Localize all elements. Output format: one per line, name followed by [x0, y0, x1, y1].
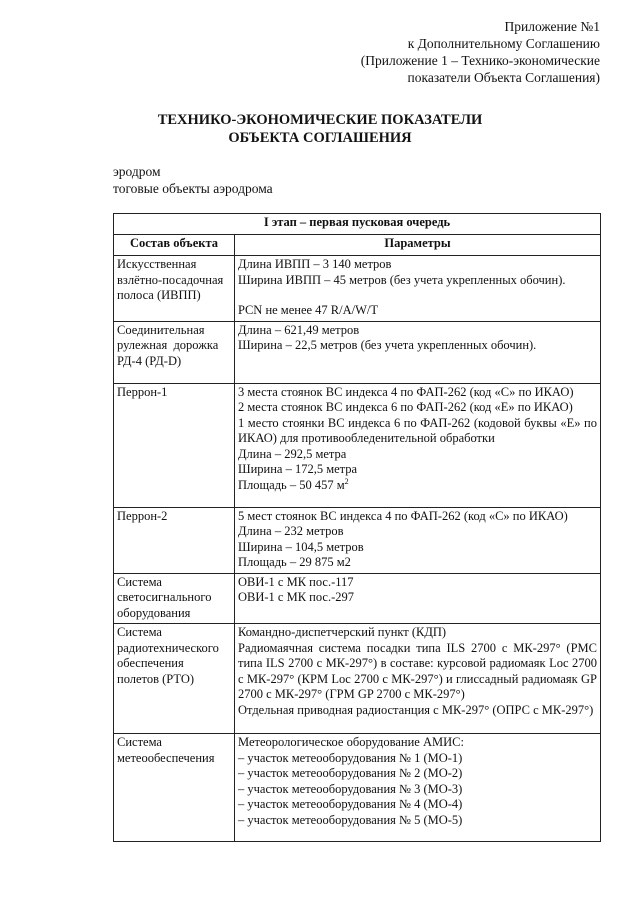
area-value: Площадь – 50 457 м: [238, 477, 345, 492]
params-cell: [235, 734, 601, 842]
area-unit-superscript: 2: [344, 476, 349, 486]
param-line: – участок метеооборудования № 3 (МО-3): [238, 781, 463, 796]
param-line: Площадь – 29 875 м2: [238, 555, 351, 569]
object-cell: [114, 507, 235, 573]
param-line: [238, 478, 597, 494]
param-line: Длина ИВПП – 3 140 метров: [238, 257, 392, 271]
object-line: метеообеспечения: [117, 750, 215, 765]
param-line: Ширина – 104,5 метров: [238, 539, 364, 554]
object-cell: [114, 256, 235, 322]
table-row: [114, 383, 601, 507]
appendix-line: (Приложение 1 – Технико-экономические: [360, 53, 600, 68]
param-line: Ширина ИВПП – 45 метров (без учета укрепленных обочин).: [238, 272, 566, 287]
object-cell: [114, 321, 235, 383]
table-row: [114, 256, 601, 322]
param-line: ОВИ-1 с МК пос.-297: [238, 590, 355, 604]
object-line: полетов (РТО): [117, 671, 195, 686]
column-header-params: Параметры: [235, 235, 601, 256]
param-line: 5 мест стоянок ВС индекса 4 по ФАП-262 (код «С» по ИКАО): [238, 508, 568, 523]
param-line: Радиомаячная система посадки типа ILS 2700 с МК-297° (РМС типа ILS 2700 с МК-297°) в составе: курсовой радиомаяк Loc 2700 с МК-297° (КРМ Loc 2700 с МК-297°) и глиссадный радиомаяк GP 2700 с МК-297° (ГРМ GP 2700 с МК-297°): [238, 640, 597, 701]
params-cell: [235, 321, 601, 383]
params-cell: [235, 383, 601, 507]
param-line: 3 места стоянок ВС индекса 4 по ФАП-262 (код «С» по ИКАО): [238, 384, 574, 399]
param-line: Ширина – 22,5 метров (без учета укрепленных обочин).: [238, 338, 537, 352]
param-line: Длина – 292,5 метра: [238, 446, 347, 461]
column-header-object: Состав объекта: [114, 235, 235, 256]
object-cell: [114, 734, 235, 842]
table-row: [114, 624, 601, 734]
table-row: [114, 321, 601, 383]
appendix-header: [361, 18, 600, 86]
param-line: PCN не менее 47 R/A/W/T: [238, 303, 379, 317]
stage-header: I этап – первая пусковая очередь: [114, 214, 601, 235]
params-cell: [235, 256, 601, 322]
object-cell: [114, 573, 235, 624]
parameters-table: [113, 213, 601, 842]
appendix-line: к Дополнительному Соглашению: [407, 36, 600, 51]
object-line: обеспечения: [117, 656, 184, 670]
appendix-line: Приложение №1: [504, 19, 600, 34]
object-line: взлётно-посадочная: [117, 272, 224, 287]
object-line: радиотехнического: [117, 640, 219, 655]
document-title: [0, 111, 640, 147]
object-line: Система: [117, 625, 162, 639]
params-cell: [235, 573, 601, 624]
table-row: [114, 734, 601, 842]
param-line: – участок метеооборудования № 1 (МО-1): [238, 750, 463, 765]
intro-text: [113, 163, 273, 197]
param-line: – участок метеооборудования № 5 (МО-5): [238, 812, 463, 827]
table-row: [114, 573, 601, 624]
stage-row: [114, 214, 601, 235]
param-line: ОВИ-1 с МК пос.-117: [238, 574, 354, 589]
object-line: Перрон-1: [117, 384, 168, 399]
intro-line: тоговые объекты аэродрома: [113, 181, 273, 196]
object-line: РД-4 (РД-D): [117, 353, 182, 368]
object-line: Система: [117, 735, 162, 749]
appendix-line: показатели Объекта Соглашения): [407, 70, 600, 85]
table-row: [114, 507, 601, 573]
object-cell: [114, 383, 235, 507]
object-line: Соединительная: [117, 322, 205, 337]
intro-line: эродром: [113, 164, 161, 179]
object-line: Искусственная: [117, 257, 197, 271]
table-header-row: [114, 235, 601, 256]
object-line: полоса (ИВПП): [117, 288, 201, 302]
object-line: оборудования: [117, 605, 191, 620]
params-cell: [235, 507, 601, 573]
param-line: Отдельная приводная радиостанция с МК-297° (ОПРС с МК-297°): [238, 702, 594, 717]
object-cell: [114, 624, 235, 734]
param-line: Командно-диспетчерский пункт (КДП): [238, 625, 447, 639]
object-line: Перрон-2: [117, 508, 168, 523]
param-line: – участок метеооборудования № 4 (МО-4): [238, 797, 463, 811]
param-line: Длина – 621,49 метров: [238, 322, 360, 337]
param-line: Метеорологическое оборудование АМИС:: [238, 735, 464, 749]
object-line: рулежная дорожка: [117, 338, 219, 352]
object-line: светосигнального: [117, 590, 212, 604]
object-line: Система: [117, 574, 162, 589]
param-line: 2 места стоянок ВС индекса 6 по ФАП-262 (код «Е» по ИКАО): [238, 400, 573, 414]
title-line: ТЕХНИКО-ЭКОНОМИЧЕСКИЕ ПОКАЗАТЕЛИ: [157, 112, 483, 128]
param-line: Длина – 232 метров: [238, 524, 344, 538]
param-line: – участок метеооборудования № 2 (МО-2): [238, 766, 463, 780]
params-cell: [235, 624, 601, 734]
param-line: Ширина – 172,5 метра: [238, 462, 358, 476]
title-line: ОБЪЕКТА СОГЛАШЕНИЯ: [228, 130, 412, 146]
param-line: 1 место стоянки ВС индекса 6 по ФАП-262 (кодовой буквы «Е» по ИКАО) для противообледенительной обработки: [238, 415, 597, 445]
